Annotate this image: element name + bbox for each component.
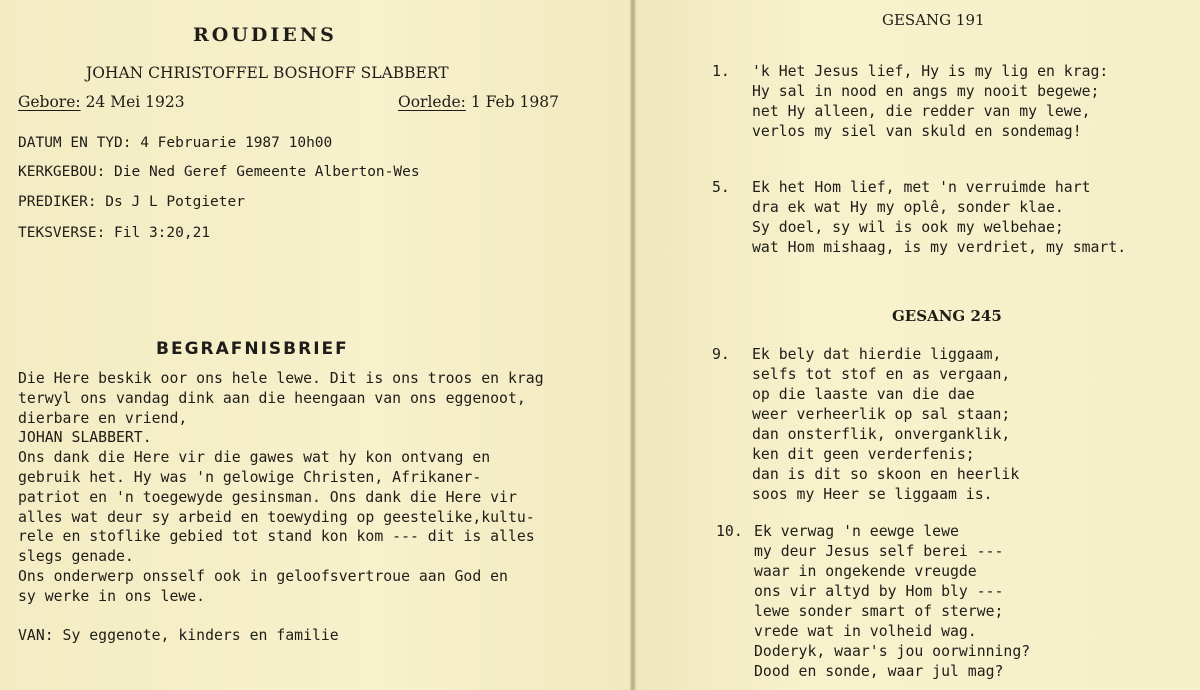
- letter-line: alles wat deur sy arbeid en toewyding op geestelike,kultu-: [18, 508, 535, 526]
- verse-line: soos my Heer se liggaam is.: [752, 486, 993, 503]
- verse-number: 10.: [716, 523, 743, 540]
- page-title: ROUDIENS: [193, 24, 337, 46]
- hymn-title: GESANG 191: [882, 11, 985, 29]
- verse-line: Ek het Hom lief, met 'n verruimde hart: [752, 179, 1091, 196]
- letter-line: patriot en 'n toegewyde gesinsman. Ons dank die Here vir: [18, 488, 517, 506]
- letter-line: slegs genade.: [18, 548, 134, 566]
- born-value: 24 Mei 1923: [85, 93, 185, 111]
- verse-line: weer verheerlik op sal staan;: [752, 406, 1011, 423]
- died-row: [398, 93, 559, 111]
- verse-line: Sy doel, sy wil is ook my welbehae;: [752, 219, 1064, 236]
- detail-datetime: DATUM EN TYD: 4 Februarie 1987 10h00: [18, 135, 333, 151]
- verse-line: lewe sonder smart of sterwe;: [754, 603, 1004, 620]
- hymn-title: GESANG 245: [892, 307, 1002, 325]
- letter-line: rele en stoflike gebied tot stand kon kom --- dit is alles: [18, 528, 535, 546]
- detail-scripture: TEKSVERSE: Fil 3:20,21: [18, 225, 211, 241]
- verse-line: dan onsterflik, onverganklik,: [752, 426, 1011, 443]
- verse-line: selfs tot stof en as vergaan,: [752, 366, 1011, 383]
- verse-line: Doderyk, waar's jou oorwinning?: [754, 643, 1031, 660]
- detail-church: KERKGEBOU: Die Ned Geref Gemeente Alberton-Wes: [18, 164, 420, 180]
- verse-number: 5.: [712, 179, 730, 196]
- born-label: Gebore:: [18, 93, 81, 111]
- died-label: Oorlede:: [398, 93, 466, 111]
- verse-line: ken dit geen verderfenis;: [752, 446, 975, 463]
- born-row: [18, 93, 185, 111]
- letter-line: terwyl ons vandag dink aan die heengaan van ons eggenoot,: [18, 389, 526, 407]
- verse-line: net Hy alleen, die redder van my lewe,: [752, 103, 1091, 120]
- verse-line: ons vir altyd by Hom bly ---: [754, 583, 1004, 600]
- verse-line: verlos my siel van skuld en sondemag!: [752, 123, 1082, 140]
- letter-line: [18, 607, 544, 627]
- letter-line: gebruik het. Hy was 'n gelowige Christen, Afrikaner-: [18, 468, 482, 486]
- letter-line: Ons onderwerp onsself ook in geloofsvertroue aan God en: [18, 567, 508, 585]
- verse-line: Hy sal in nood en angs my nooit begewe;: [752, 83, 1100, 100]
- verse-line: Ek bely dat hierdie liggaam,: [752, 346, 1002, 363]
- verse-line: 'k Het Jesus lief, Hy is my lig en krag:: [752, 63, 1109, 80]
- verse-line: op die laaste van die dae: [752, 386, 975, 403]
- deceased-name: JOHAN CHRISTOFFEL BOSHOFF SLABBERT: [86, 64, 449, 82]
- verse-line: dra ek wat Hy my oplê, sonder klae.: [752, 199, 1064, 216]
- verse-line: wat Hom mishaag, is my verdriet, my smart.: [752, 239, 1127, 256]
- letter-line: dierbare en vriend,: [18, 409, 188, 427]
- detail-preacher: PREDIKER: Ds J L Potgieter: [18, 194, 245, 210]
- letter-line: sy werke in ons lewe.: [18, 587, 206, 605]
- right-page: [636, 0, 1200, 690]
- funeral-letter: [18, 369, 544, 646]
- verse-line: waar in ongekende vreugde: [754, 563, 977, 580]
- letter-line: JOHAN SLABBERT.: [18, 429, 152, 447]
- letter-line: Ons dank die Here vir die gawes wat hy kon ontvang en: [18, 449, 491, 467]
- verse-line: my deur Jesus self berei ---: [754, 543, 1004, 560]
- died-value: 1 Feb 1987: [470, 93, 560, 111]
- verse-line: Ek verwag 'n eewge lewe: [754, 523, 959, 540]
- verse-line: Dood en sonde, waar jul mag?: [754, 663, 1004, 680]
- letter-title: BEGRAFNISBRIEF: [156, 339, 349, 359]
- verse-line: vrede wat in volheid wag.: [754, 623, 977, 640]
- verse-number: 9.: [712, 346, 730, 363]
- verse-line: dan is dit so skoon en heerlik: [752, 466, 1020, 483]
- letter-signoff: VAN: Sy eggenote, kinders en familie: [18, 627, 339, 645]
- letter-line: Die Here beskik oor ons hele lewe. Dit is ons troos en krag: [18, 370, 544, 387]
- verse-number: 1.: [712, 63, 730, 80]
